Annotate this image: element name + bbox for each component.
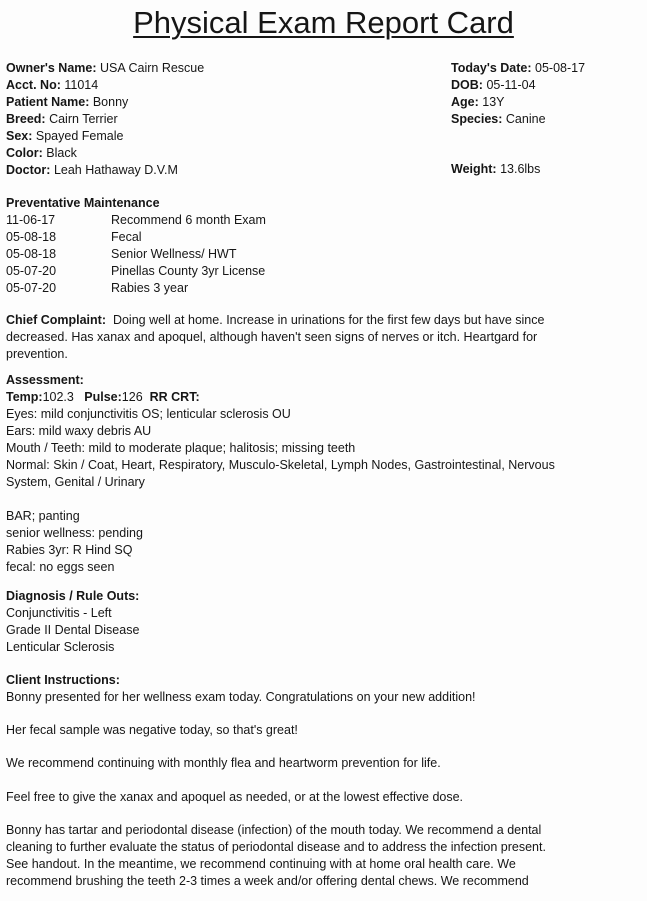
weight-row: Weight: 13.6lbs	[451, 162, 541, 176]
list-item: 11-06-17 Recommend 6 month Exam	[6, 213, 266, 227]
todays-date-row: Today's Date: 05-08-17	[451, 61, 586, 75]
list-item: 05-08-18 Fecal	[6, 230, 142, 244]
vitals-row: Temp:102.3 Pulse:126 RR CRT:	[6, 390, 200, 404]
list-item: Conjunctivitis - Left	[6, 606, 112, 620]
species-row: Species: Canine	[451, 112, 546, 126]
dob-row: DOB: 05-11-04	[451, 78, 536, 92]
section-heading: Client Instructions:	[6, 673, 120, 687]
page-title: Physical Exam Report Card	[133, 5, 514, 40]
assessment: Assessment: Temp:102.3 Pulse:126 RR CRT: Eyes: mild conjunctivitis OS; lenticular sclerosis OU Ears: mild waxy debris AU Mouth / Teeth: mild to moderate plaque; halitosis; missing teeth Normal: Skin / Coat, Heart, Respiratory, Musculo-Skeletal, Lymph Nodes, Gastrointestinal, Nervous System, Genital / Urinary BAR; panting senior wellness: pending Rabies 3yr: R Hind SQ fecal: no eggs seen	[6, 372, 646, 576]
breed-row: Breed: Cairn Terrier	[6, 112, 118, 126]
list-item: 05-07-20 Rabies 3 year	[6, 281, 189, 295]
preventative-maintenance	[6, 195, 606, 297]
color-row: Color: Black	[6, 146, 77, 160]
visit-info	[451, 60, 641, 128]
diagnosis	[6, 588, 506, 656]
doctor-row: Doctor: Leah Hathaway D.V.M	[6, 163, 178, 177]
chief-complaint: Chief Complaint: Doing well at home. Increase in urinations for the first few days but have since decreased. Has xanax and apoquel, although haven't seen signs of nerves or itch. Heartgard for prevention.	[6, 313, 545, 361]
section-heading: Preventative Maintenance	[6, 196, 160, 210]
report-page: Physical Exam Report Card Owner's Name: USA Cairn Rescue Acct. No: 11014 Patient Name: Bonny Breed: Cairn Terrier Sex: Spayed Female Color: Black Doctor: Leah Hathaway D.V.M Today's Date: 05-08-17 DOB: 05-11-04 Age: 13Y Species: Canine Weight: 13.6lbs Preventative Maintenance 11-06-17 Recommend 6 month Exam 05-08-18 Fecal 05-08-18 Senior Wellness/ HWT 05-07-20 Pinellas County 3yr License 05-07-20 Rabies 3 year Chief Complaint: Doing well at home. Increase in urinations for the first few days but have since decreased. Has xanax and apoquel, although haven't seen signs of nerves or itch. Heartgard for prevention. Assessment: Temp:102.3 Pulse:126 RR CRT: Eyes: mild conjunctivitis OS; lenticular sclerosis OU Ears: mild waxy debris AU Mouth / Teeth: mild to moderate plaque; halitosis; missing teeth Normal: Skin / Coat, Heart, Respiratory, Musculo-Skeletal, Lymph Nodes, Gastrointestinal, Nervous System, Genital / Urinary BAR; panting senior wellness: pending Rabies 3yr: R Hind SQ fecal: no eggs seen Diagnosis / Rule Outs: Conjunctivitis - Left Grade II Dental Disease Lenticular Sclerosis Client Instructions: Bonny presented for her wellness exam today. Congratulations on your new addition! Her fecal sample was negative today, so that's great! We recommend continuing with monthly flea and heartworm prevention for life. Feel free to give the xanax and apoquel as needed, or at the lowest effective dose. Bonny has tartar and periodontal disease (infection) of the mouth today. We recommend a dental cleaning to further evaluate the status of periodontal disease and to address the infection present. See handout. In the meantime, we recommend continuing with at home oral health care. We recommend brushing the teeth 2-3 times a week and/or offering dental chews. We recommend	[0, 0, 647, 901]
client-instructions: Client Instructions: Bonny presented for her wellness exam today. Congratulations on your new addition!	[6, 672, 646, 706]
section-heading: Assessment:	[6, 373, 84, 387]
section-heading: Diagnosis / Rule Outs:	[6, 589, 140, 603]
list-item: Lenticular Sclerosis	[6, 640, 115, 654]
list-item: 05-08-18 Senior Wellness/ HWT	[6, 247, 237, 261]
owner-name-row: Owner's Name: USA Cairn Rescue	[6, 61, 205, 75]
patient-name-row: Patient Name: Bonny	[6, 95, 129, 109]
account-number-row: Acct. No: 11014	[6, 78, 99, 92]
list-item: Grade II Dental Disease	[6, 623, 140, 637]
list-item: 05-07-20 Pinellas County 3yr License	[6, 264, 266, 278]
patient-info	[6, 60, 426, 179]
sex-row: Sex: Spayed Female	[6, 129, 124, 143]
age-row: Age: 13Y	[451, 95, 505, 109]
